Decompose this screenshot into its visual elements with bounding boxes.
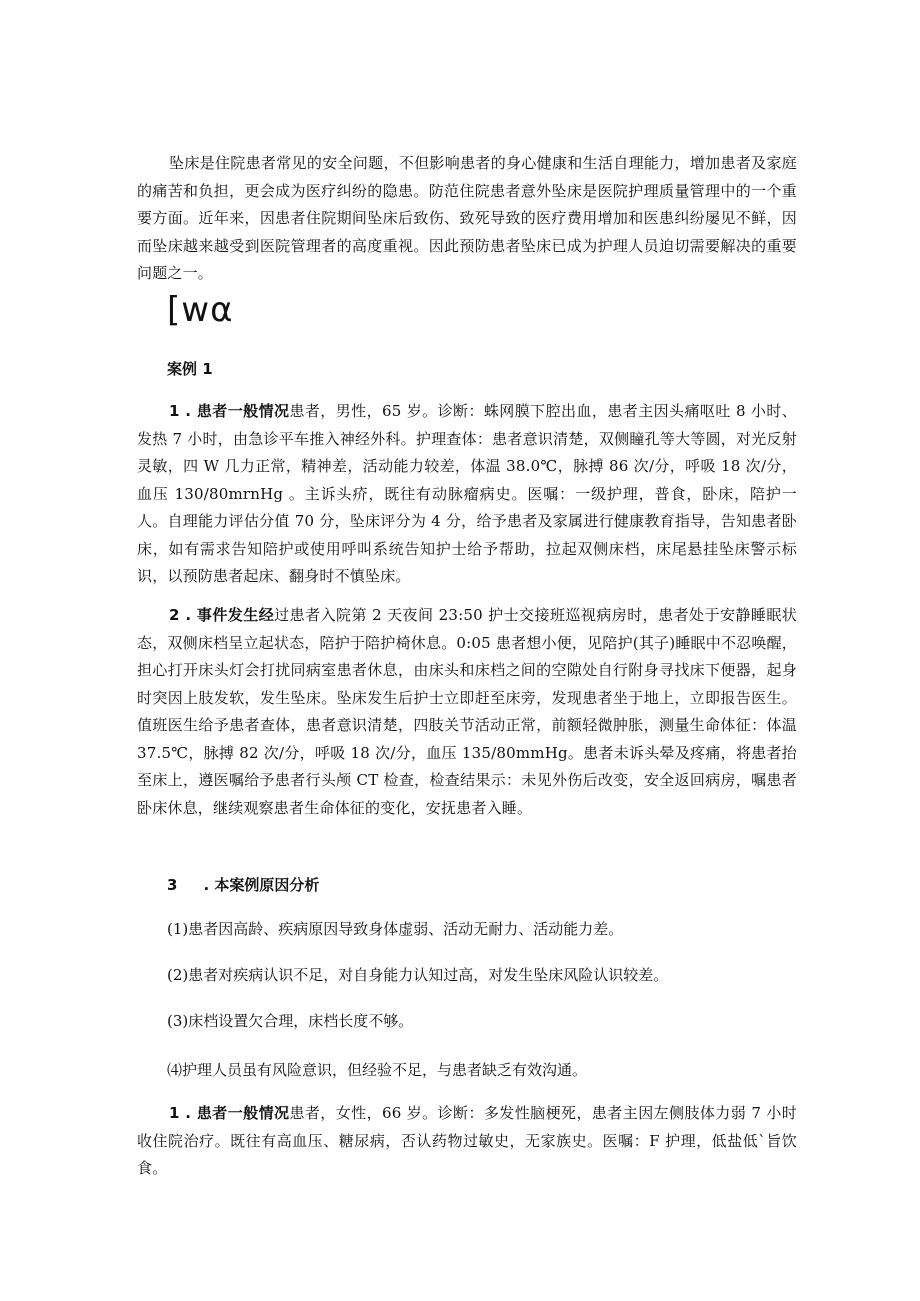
case1-section1-label: 1 . 患者一般情况 xyxy=(169,402,290,420)
case1-section2 xyxy=(137,602,797,822)
case2-section1-text: 患者，女性，66 岁。诊断：多发性脑梗死，患者主因左侧肢体力弱 7 小时收住院治疗。既往有高血压、糖尿病，否认药物过敏史，无家族史。医嘱：F 护理，低盐低`旨饮食。 xyxy=(137,1104,797,1177)
case1-title: 案例 1 xyxy=(167,360,213,378)
case1-section1-text: 患者，男性，65 岁。诊断：蛛网膜下腔出血，患者主因头痛呕吐 8 小时、发热 7 小时，由急诊平车推入神经外科。护理查体：患者意识清楚，双侧瞳孔等大等圆，对光反射灵敏，四 W 几力正常，精神差，活动能力较差，体温 38.0℃，脉搏 86 次/分，呼吸 18 次/分，血压 130/80mrnHg 。主诉头疥，既往有动脉瘤病史。医嘱：一级护理，普食，卧床，陪护一人。自理能力评估分值 70 分，坠床评分为 4 分，给予患者及家属进行健康教育指导，告知患者卧床，如有需求告知陪护或使用呼叫系统告知护士给予帮助，拉起双侧床档，床尾悬挂坠床警示标识，以预防患者起床、翻身时不慎坠床。 xyxy=(137,402,797,585)
case1-section2-label: 2 . 事件发生经 xyxy=(169,606,275,624)
case1-section2-text: 过患者入院第 2 天夜间 23:50 护士交接班巡视病房时，患者处于安静睡眠状态，双侧床档呈立起状态，陪护于陪护椅休息。0:05 患者想小便，见陪护(其子)睡眠中不忍唤醒，担心打开床头灯会打扰同病室患者休息，由床头和床档之间的空隙处自行附身寻找床下便器，起身时突因上肢发软，发生坠床。坠床发生后护士立即赶至床旁，发现患者坐于地上，立即报告医生。值班医生给予患者查体，患者意识清楚，四肢关节活动正常，前额轻微肿胀，测量生命体征：体温 37.5℃，脉搏 82 次/分，呼吸 18 次/分，血压 135/80mmHg。患者未诉头晕及疼痛，将患者抬至床上，遵医嘱给予患者行头颅 CT 检查，检查结果示：未见外伤后改变，安全返回病房，嘱患者卧床休息，继续观察患者生命体征的变化，安抚患者入睡。 xyxy=(137,606,797,817)
reason-item: (2)患者对疾病认识不足，对自身能力认知过高，对发生坠床风险认识较差。 xyxy=(167,966,669,984)
intro-paragraph: 坠床是住院患者常见的安全问题，不但影响患者的身心健康和生活自理能力，增加患者及家庭的痛苦和负担，更会成为医疗纠纷的隐患。防范住院患者意外坠床是医院护理质量管理中的一个重要方面。近年来，因患者住院期间坠床后致伤、致死导致的医疗费用增加和医患纠纷屡见不鲜，因而坠床越来越受到医院管理者的高度重视。因此预防患者坠床已成为护理人员迫切需要解决的重要问题之一。 xyxy=(137,154,797,282)
reason-item: ⑷护理人员虽有风险意识，但经验不足，与患者缺乏有效沟通。 xyxy=(167,1061,588,1079)
case1-section3-heading xyxy=(167,872,319,898)
case1-section1 xyxy=(137,398,797,591)
case2-section1 xyxy=(137,1100,797,1183)
reason-item: (1)患者因高龄、疾病原因导致身体虚弱、活动无耐力、活动能力差。 xyxy=(167,920,624,938)
case1-section3-number: 3 xyxy=(167,876,178,894)
garbled-heading: [wα xyxy=(167,290,234,330)
case1-section3-label: . 本案例原因分析 xyxy=(203,876,320,894)
case2-section1-label: 1 . 患者一般情况 xyxy=(169,1104,290,1122)
reason-item: (3)床档设置欠合理，床档长度不够。 xyxy=(167,1012,414,1030)
